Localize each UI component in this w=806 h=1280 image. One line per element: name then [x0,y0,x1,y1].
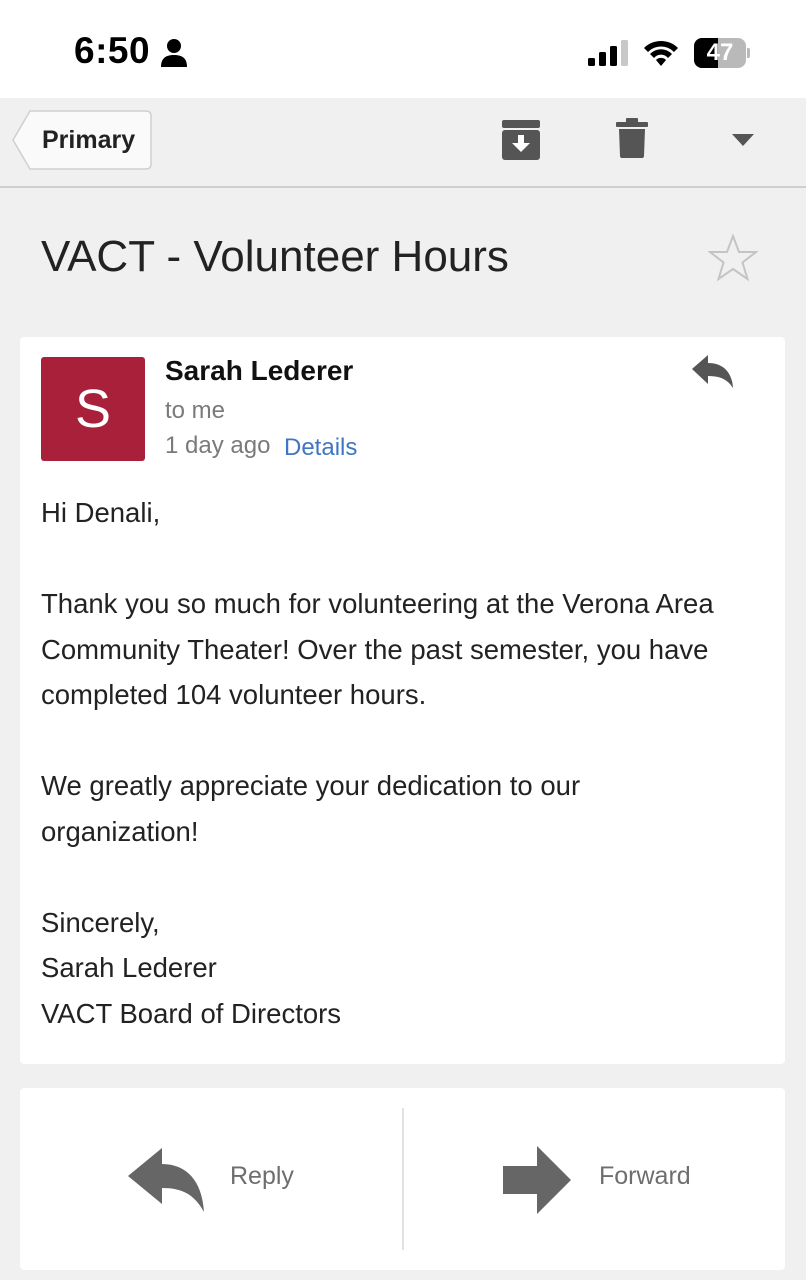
star-icon[interactable] [708,234,758,282]
body-line: Thank you so much for volunteering at the Verona Area [41,588,714,619]
reply-button[interactable] [20,1088,402,1270]
reply-icon[interactable] [692,355,734,389]
chevron-down-icon[interactable] [732,134,754,148]
reply-arrow-icon [128,1148,206,1214]
battery-body [694,38,746,68]
battery-indicator [694,38,748,68]
body-signoff: Sincerely, [41,906,160,938]
details-link[interactable]: Details [284,434,358,461]
body-line: organization! [41,815,199,847]
sender-name: Sarah Lederer [165,355,354,386]
person-icon [160,38,188,68]
paragraph-gap [41,854,771,900]
wifi-icon [642,38,680,68]
email-toolbar [0,98,806,188]
archive-icon[interactable] [500,120,542,160]
message-timestamp: 1 day ago [165,432,271,459]
recipient-line: to me [165,397,226,424]
status-time: 6:50 [74,30,151,71]
trash-icon[interactable] [616,118,648,158]
forward-button[interactable] [404,1088,785,1270]
reply-label: Reply [230,1162,294,1190]
message-body [41,490,771,1036]
message-card [20,337,785,1064]
paragraph-gap [41,536,771,582]
battery-level: 47 [706,39,734,66]
back-button-label: Primary [42,126,136,154]
cellular-signal-icon [588,40,630,66]
body-line: We greatly appreciate your dedication to our [41,770,581,801]
status-bar [0,0,806,98]
body-line: completed 104 volunteer hours. [41,679,427,710]
forward-label: Forward [599,1162,691,1190]
avatar: S [41,357,145,461]
action-card [20,1088,785,1270]
battery-tip [747,48,750,58]
back-to-primary-button[interactable] [12,110,152,170]
body-line: Community Theater! Over the past semester, you have [41,633,709,665]
forward-arrow-icon [503,1146,571,1214]
email-subject: VACT - Volunteer Hours [41,232,509,281]
paragraph-gap [41,718,771,764]
body-greeting: Hi Denali, [41,497,161,528]
body-signature-name: Sarah Lederer [41,952,217,983]
body-signature-title: VACT Board of Directors [41,997,342,1029]
